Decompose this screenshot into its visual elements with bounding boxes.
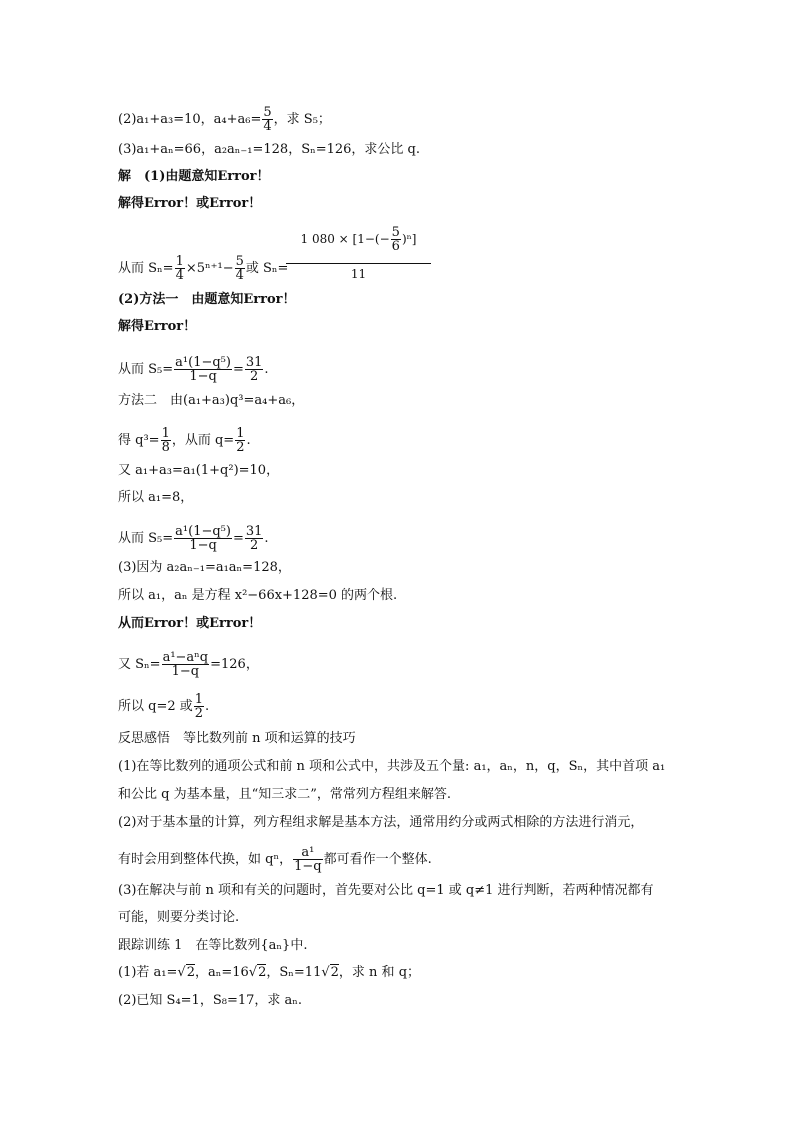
problem-3: (3)a₁+aₙ=66，a₂aₙ₋₁=128，Sₙ=126，求公比 q. <box>118 142 421 157</box>
big-fraction-numerator: 1 080 × [1−(− $\frac{5}{6}$ )ⁿ] <box>300 225 417 254</box>
reflection-3: (3)在解决与前 n 项和有关的问题时，首先要对公比 q=1 或 q≠1 进行判断，若两种情况都有 <box>118 883 654 898</box>
roots-statement: 所以 a₁，aₙ 是方程 x²−66x+128=0 的两个根. <box>118 588 398 603</box>
a1-value: 所以 a₁=8， <box>118 490 194 505</box>
practice-title: 跟踪训练 1 在等比数列{aₙ}中. <box>118 938 308 953</box>
method-2: 方法二 由(a₁+a₃)q³=a₄+a₆， <box>118 393 305 408</box>
solution-3: (3)因为 a₂aₙ₋₁=a₁aₙ=128， <box>118 560 291 575</box>
solution-1-result: 解得Error！或Error！ <box>118 196 262 211</box>
reflection-1-cont: 和公比 q 为基本量，且“知三求二”，常常列方程组来解答. <box>118 787 452 802</box>
practice-1: (1)若 a₁=√2，aₙ=16√2，Sₙ=11√2，求 n 和 q； <box>118 965 421 980</box>
sn-equation: 又 Sₙ= $\frac{\text{a¹−aⁿq}}{1-q}$ =126， <box>118 650 259 679</box>
big-fraction-bar <box>286 263 431 264</box>
method-1-result: 解得Error！ <box>118 319 197 334</box>
reflection-3-cont: 可能，则要分类讨论. <box>118 910 240 925</box>
a1-equation: 又 a₁+a₃=a₁(1+q²)=10， <box>118 463 280 478</box>
problem-2: (2)a₁+a₃=10，a₄+a₆= $\frac{5}{4}$ ，求 S₅； <box>118 105 331 134</box>
reflection-1: (1)在等比数列的通项公式和前 n 项和公式中，共涉及五个量: a₁，aₙ，n，q，Sₙ，其中首项 a₁ <box>118 759 666 774</box>
q-solution: 得 q³= $\frac{1}{8}$ ，从而 q= $\frac{1}{2}$ . <box>118 426 251 455</box>
fraction: $\frac{5}{4}$ <box>263 105 272 134</box>
reflection-title: 反思感悟 等比数列前 n 项和运算的技巧 <box>118 731 356 746</box>
big-fraction-denominator: 11 <box>350 267 367 281</box>
practice-2: (2)已知 S₄=1，S₈=17，求 aₙ. <box>118 993 303 1008</box>
method-1: (2)方法一 由题意知Error！ <box>118 292 296 307</box>
formula-sn: 从而 Sₙ= $\frac{1}{4}$ ×5ⁿ⁺¹− $\frac{5}{4}$ 或 Sₙ= <box>118 254 289 283</box>
solution-1: 解 (1)由题意知Error！ <box>118 169 270 184</box>
solution-3-result: 从而Error！或Error！ <box>118 616 262 631</box>
reflection-2-cont: 有时会用到整体代换，如 qⁿ， $\frac{\text{a¹}}{1-q}$ 都可看作一个整体. <box>118 845 432 874</box>
s5-formula-2: 从而 S₅= $\frac{\text{a¹(1−q⁵)}}{1-q}$ = $\frac{31}{2}$ . <box>118 524 269 553</box>
q-answer: 所以 q=2 或 $\frac{1}{2}$ . <box>118 692 210 721</box>
s5-formula-1: 从而 S₅= $\frac{\text{a¹(1−q⁵)}}{1-q}$ = $\frac{31}{2}$ . <box>118 355 269 384</box>
reflection-2: (2)对于基本量的计算，列方程组求解是基本方法，通常用约分或两式相除的方法进行消元， <box>118 815 644 830</box>
